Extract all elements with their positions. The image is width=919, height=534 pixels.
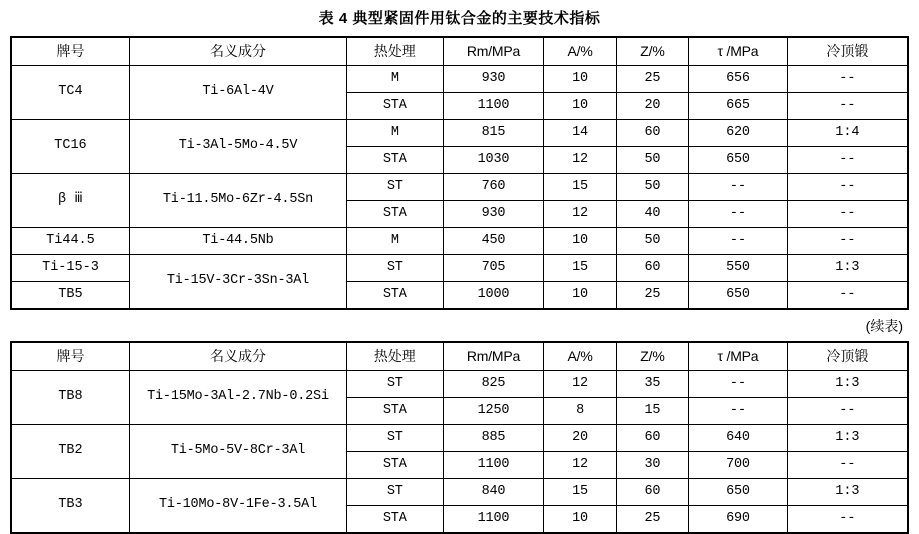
cell-tau: 620 [689,120,788,147]
header-rm: Rm/MPa [443,342,544,371]
table-body-2 [11,371,908,534]
cell-grade: TB2 [11,425,129,479]
cell-cold: -- [787,228,908,255]
cell-tau: 650 [689,282,788,310]
cell-heat: STA [347,147,443,174]
header-rm: Rm/MPa [443,37,544,66]
header-grade: 牌号 [11,37,129,66]
cell-composition: Ti-15V-3Cr-3Sn-3Al [129,255,346,310]
cell-z: 15 [616,398,688,425]
header-heat-treatment: 热处理 [347,342,443,371]
cell-tau: -- [689,371,788,398]
cell-z: 50 [616,228,688,255]
cell-heat: STA [347,506,443,534]
continued-note: (续表) [865,318,903,334]
cell-composition: Ti-3Al-5Mo-4.5V [129,120,346,174]
table-row [11,120,908,147]
header-a: A/% [544,37,616,66]
cell-tau: 700 [689,452,788,479]
cell-cold: 1:3 [787,371,908,398]
cell-heat: ST [347,425,443,452]
cell-z: 50 [616,147,688,174]
cell-composition: Ti-5Mo-5V-8Cr-3Al [129,425,346,479]
header-z: Z/% [616,37,688,66]
cell-heat: M [347,120,443,147]
cell-tau: -- [689,174,788,201]
cell-cold: 1:3 [787,479,908,506]
cell-rm: 760 [443,174,544,201]
header-tau: τ /MPa [689,37,788,66]
cell-grade: TC4 [11,66,129,120]
cell-tau: 650 [689,147,788,174]
header-cold-heading: 冷顶锻 [787,342,908,371]
cell-z: 50 [616,174,688,201]
table-row [11,425,908,452]
cell-heat: STA [347,282,443,310]
header-tau: τ /MPa [689,342,788,371]
cell-tau: 640 [689,425,788,452]
cell-a: 15 [544,255,616,282]
header-a: A/% [544,342,616,371]
cell-heat: M [347,228,443,255]
cell-rm: 1000 [443,282,544,310]
cell-tau: -- [689,398,788,425]
cell-z: 60 [616,120,688,147]
header-composition: 名义成分 [129,37,346,66]
cell-heat: STA [347,93,443,120]
header-grade: 牌号 [11,342,129,371]
cell-z: 25 [616,506,688,534]
cell-grade: Ti-15-3 [11,255,129,282]
cell-a: 15 [544,479,616,506]
cell-z: 25 [616,282,688,310]
cell-tau: 550 [689,255,788,282]
cell-cold: 1:4 [787,120,908,147]
cell-a: 10 [544,282,616,310]
cell-tau: 690 [689,506,788,534]
table-row [11,479,908,506]
cell-rm: 1100 [443,93,544,120]
cell-rm: 705 [443,255,544,282]
cell-z: 60 [616,425,688,452]
titanium-alloy-table-part2 [10,341,909,534]
header-heat-treatment: 热处理 [347,37,443,66]
cell-tau: 650 [689,479,788,506]
cell-grade: TC16 [11,120,129,174]
cell-rm: 815 [443,120,544,147]
cell-z: 60 [616,255,688,282]
table-row [11,174,908,201]
cell-a: 8 [544,398,616,425]
cell-rm: 450 [443,228,544,255]
cell-heat: M [347,66,443,93]
cell-rm: 885 [443,425,544,452]
cell-a: 20 [544,425,616,452]
cell-grade: TB3 [11,479,129,534]
cell-tau: -- [689,228,788,255]
table-header-row-1 [11,37,908,66]
table-body-1 [11,66,908,310]
table-row [11,371,908,398]
cell-heat: ST [347,255,443,282]
cell-a: 12 [544,201,616,228]
cell-tau: -- [689,201,788,228]
cell-cold: 1:3 [787,425,908,452]
cell-a: 10 [544,506,616,534]
cell-z: 30 [616,452,688,479]
cell-cold: -- [787,398,908,425]
cell-a: 14 [544,120,616,147]
table-header-row-2 [11,342,908,371]
header-z: Z/% [616,342,688,371]
cell-rm: 840 [443,479,544,506]
cell-a: 12 [544,371,616,398]
cell-grade: TB5 [11,282,129,310]
cell-composition: Ti-15Mo-3Al-2.7Nb-0.2Si [129,371,346,425]
cell-grade: Ti44.5 [11,228,129,255]
header-cold-heading: 冷顶锻 [787,37,908,66]
cell-z: 60 [616,479,688,506]
table-caption: 表 4 典型紧固件用钛合金的主要技术指标 [318,10,601,27]
cell-z: 20 [616,93,688,120]
cell-tau: 665 [689,93,788,120]
cell-a: 10 [544,66,616,93]
cell-grade: β ⅲ [11,174,129,228]
cell-cold: -- [787,66,908,93]
cell-z: 35 [616,371,688,398]
cell-a: 10 [544,93,616,120]
cell-a: 15 [544,174,616,201]
cell-composition: Ti-44.5Nb [129,228,346,255]
cell-cold: -- [787,452,908,479]
cell-cold: -- [787,93,908,120]
cell-cold: -- [787,174,908,201]
cell-z: 40 [616,201,688,228]
cell-heat: STA [347,201,443,228]
cell-a: 10 [544,228,616,255]
cell-cold: -- [787,147,908,174]
cell-rm: 1250 [443,398,544,425]
cell-rm: 1100 [443,452,544,479]
cell-tau: 656 [689,66,788,93]
header-composition: 名义成分 [129,342,346,371]
cell-heat: ST [347,479,443,506]
table-row [11,228,908,255]
cell-composition: Ti-6Al-4V [129,66,346,120]
cell-grade: TB8 [11,371,129,425]
cell-cold: -- [787,506,908,534]
cell-rm: 1100 [443,506,544,534]
cell-a: 12 [544,452,616,479]
cell-composition: Ti-11.5Mo-6Zr-4.5Sn [129,174,346,228]
cell-rm: 1030 [443,147,544,174]
cell-composition: Ti-10Mo-8V-1Fe-3.5Al [129,479,346,534]
table-row [11,255,908,282]
cell-heat: ST [347,174,443,201]
cell-rm: 825 [443,371,544,398]
table-row [11,66,908,93]
cell-rm: 930 [443,66,544,93]
cell-cold: -- [787,282,908,310]
cell-a: 12 [544,147,616,174]
cell-heat: ST [347,371,443,398]
cell-cold: 1:3 [787,255,908,282]
cell-rm: 930 [443,201,544,228]
cell-heat: STA [347,452,443,479]
cell-z: 25 [616,66,688,93]
cell-cold: -- [787,201,908,228]
titanium-alloy-table-part1 [10,36,909,310]
cell-heat: STA [347,398,443,425]
